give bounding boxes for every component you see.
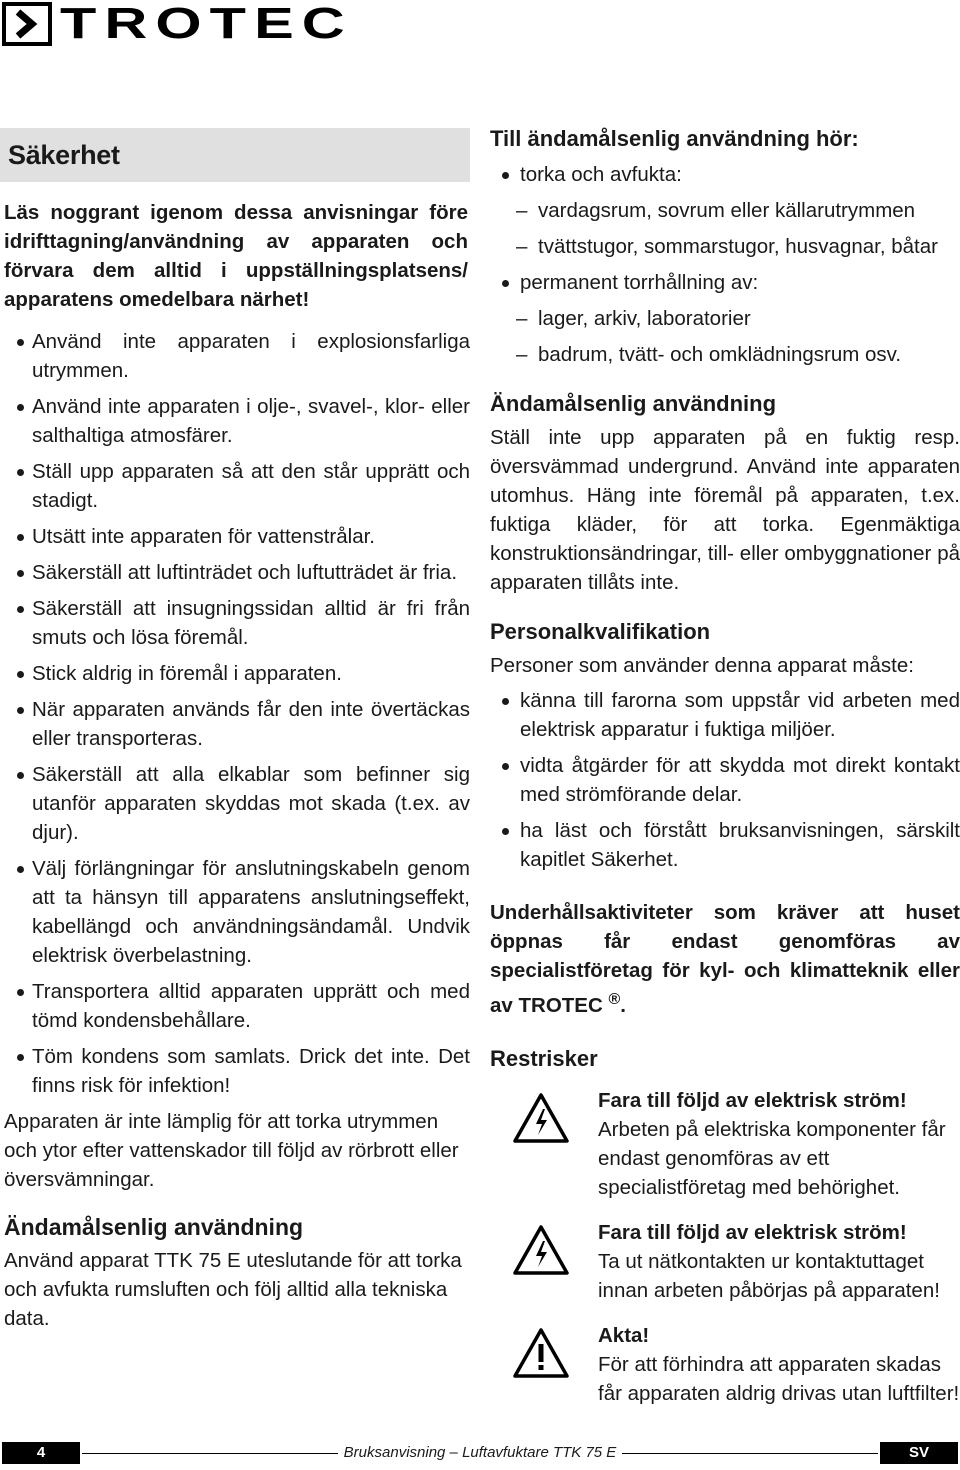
list-item: Transportera alltid apparaten upprätt och med tömd kondensbehållare. [0,977,470,1035]
warning-text: Ta ut nätkontakten ur kontaktuttaget innan arbeten påbörjas på apparaten! [598,1249,940,1302]
warning-title: Fara till följd av elektrisk ström! [598,1220,907,1244]
list-item: Välj förlängningar för anslutningskabeln genom att ta hänsyn till apparatens anslutningseffekt, kabellängd och användningsändamål. Undvik elektrisk överbelastning. [0,854,470,970]
maintenance-note [490,898,960,1020]
personnel-list [490,686,960,874]
list-item: Säkerställ att luftinträdet och luftutträdet är fria. [0,558,470,587]
language-code: SV [880,1442,958,1464]
list-item: – vardagsrum, sovrum eller källarutrymmen [490,196,960,225]
right-column [490,124,960,1424]
warning-text: För att förhindra att apparaten skadas får apparaten aldrig drivas utan luftfilter! [598,1352,960,1405]
improper-use-heading: Ändamålsenlig användning [490,391,777,416]
list-item: Säkerställ att insugningssidan alltid är fri från smuts och lösa föremål. [0,594,470,652]
maintenance-text: Underhållsaktiviteter som kräver att huset öppnas får endast genomföras av specialistföretag för kyl- och klimatteknik eller av TROTEC [490,901,960,1017]
list-item: – tvättstugor, sommarstugor, husvagnar, båtar [490,232,960,261]
list-item: Stick aldrig in föremål i apparaten. [0,659,470,688]
footer-title: Bruksanvisning – Luftavfuktare TTK 75 E [338,1444,623,1461]
belongs-dash-list-1 [490,196,960,261]
list-item: permanent torrhållning av: [490,268,960,297]
maintenance-end: . [620,993,626,1017]
belongs-list [490,160,960,189]
list-item: torka och avfukta: [490,160,960,189]
intended-use-text: Använd apparat TTK 75 E uteslutande för att torka och avfukta rumsluften och följ alltid alla tekniska data. [4,1249,462,1330]
improper-use-text: Ställ inte upp apparaten på en fuktig resp. översvämmad undergrund. Använd inte apparaten utomhus. Häng inte föremål på apparaten, t.ex. fuktiga kläder, för att torka. Egenmäktiga konstruktionsändringar, till- eller ombyggnationer på apparaten tillåts inte. [490,426,960,594]
logo-chevron-icon [2,2,54,46]
personnel-heading: Personalkvalifikation [490,619,711,644]
list-item: Säkerställ att alla elkablar som befinner sig utanför apparaten skyddas mot skada (t.ex. av djur). [0,760,470,847]
list-item: känna till farorna som uppstår vid arbeten med elektrisk apparatur i fuktiga miljöer. [490,686,960,744]
trotec-logo [2,0,353,48]
page-number: 4 [2,1442,80,1464]
warning-electric-1 [490,1086,960,1202]
lightning-warning-icon [512,1092,570,1144]
list-item: Använd inte apparaten i explosionsfarliga utrymmen. [0,327,470,385]
list-item: – lager, arkiv, laboratorier [490,304,960,333]
personnel-intro: Personer som använder denna apparat måste: [490,654,914,677]
list-item: Töm kondens som samlats. Drick det inte. Det finns risk för infektion! [0,1042,470,1100]
list-item: Ställ upp apparaten så att den står upprätt och stadigt. [0,457,470,515]
list-item: – badrum, tvätt- och omklädningsrum osv. [490,340,960,369]
registered-mark: ® [608,991,621,1008]
footer-title-wrap [82,1442,878,1464]
list-item: Använd inte apparaten i olje-, svavel-, klor- eller salthaltiga atmosfärer. [0,392,470,450]
lightning-warning-icon [512,1224,570,1276]
page-footer [0,1442,960,1464]
list-item: vidta åtgärder för att skydda mot direkt kontakt med strömförande delar. [490,751,960,809]
warning-text: Arbeten på elektriska komponenter får endast genomföras av ett specialistföretag med behörighet. [598,1117,946,1199]
brand-name: TROTEC [60,0,353,48]
warning-caution [490,1321,960,1408]
warning-title: Fara till följd av elektrisk ström! [598,1088,907,1112]
belongs-list-2 [490,268,960,297]
belongs-heading: Till ändamålsenlig användning hör: [490,126,859,151]
list-item: När apparaten används får den inte övertäckas eller transporteras. [0,695,470,753]
belongs-dash-list-2 [490,304,960,369]
section-title: Säkerhet [0,128,470,182]
water-damage-note: Apparaten är inte lämplig för att torka utrymmen och ytor efter vattenskador till följd av rörbrott eller översvämningar. [4,1110,459,1191]
safety-bullet-list [0,327,470,1100]
list-item: Utsätt inte apparaten för vattenstrålar. [0,522,470,551]
warning-electric-2 [490,1218,960,1305]
residual-risks-heading: Restrisker [490,1045,598,1071]
safety-intro: Läs noggrant igenom dessa anvisningar före idrifttagning/användning av apparaten och förvara dem alltid i uppställningsplatsens/ apparatens omedelbara närhet! [4,201,468,311]
warning-title: Akta! [598,1323,650,1347]
intended-use-heading: Ändamålsenlig användning [4,1214,304,1240]
left-column [0,128,470,1340]
list-item: ha läst och förstått bruksanvisningen, särskilt kapitlet Säkerhet. [490,816,960,874]
exclamation-warning-icon [512,1327,570,1379]
